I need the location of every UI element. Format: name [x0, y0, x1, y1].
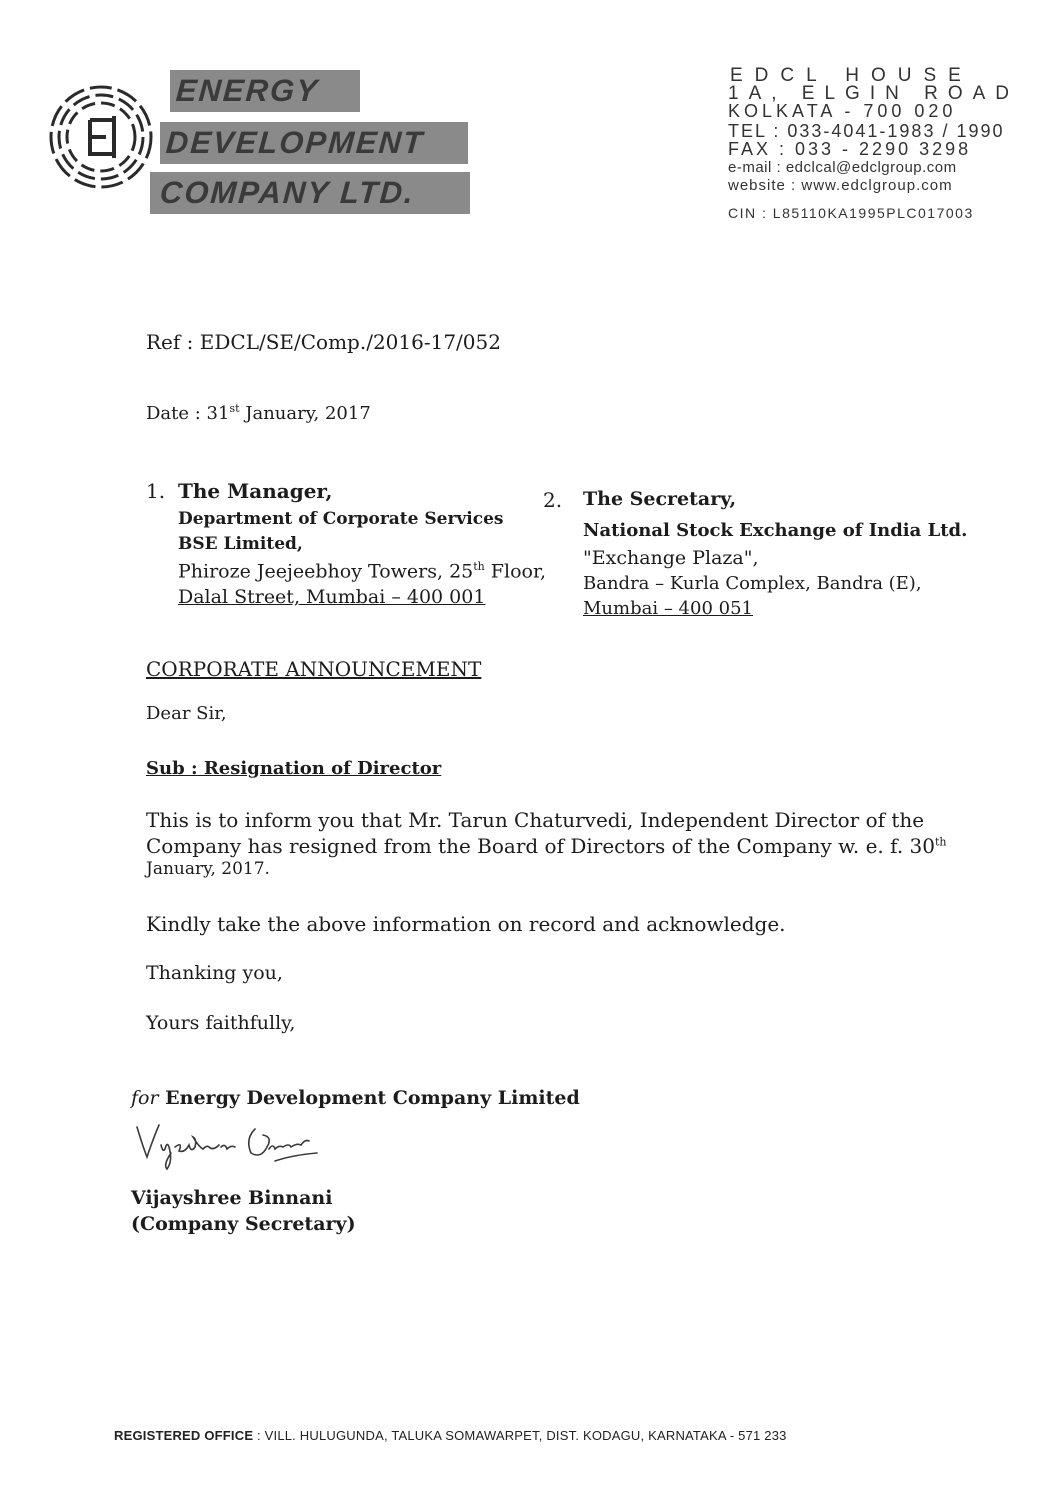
- logo-text-energy: ENERGY: [174, 73, 321, 108]
- address-email: e-mail : edclcal@edclgroup.com: [728, 159, 957, 176]
- recipient-1-building: [178, 560, 546, 582]
- recipient-1-building-pre: Phiroze Jeejeebhoy Towers, 25: [178, 560, 474, 583]
- body-paragraph-line-2-text: Company has resigned from the Board of Directors of the Company w. e. f. 30: [146, 834, 935, 858]
- logo-band-energy: [170, 70, 360, 112]
- signer-name: Vijayshree Binnani: [131, 1187, 333, 1209]
- recipient-2-building: "Exchange Plaza",: [583, 547, 759, 569]
- closing-yours: Yours faithfully,: [146, 1012, 296, 1034]
- for-prefix: for: [131, 1087, 159, 1109]
- logo-text-development: DEVELOPMENT: [164, 125, 426, 160]
- logo-band-development: [160, 122, 468, 164]
- recipient-2-city: Mumbai – 400 051: [583, 598, 753, 619]
- subject-line: Sub : Resignation of Director: [146, 758, 442, 779]
- recipient-1-number: 1.: [146, 479, 166, 503]
- footer-address: : VILL. HULUGUNDA, TALUKA SOMAWARPET, DIST. KODAGU, KARNATAKA - 571 233: [253, 1428, 787, 1443]
- reference-number: Ref : EDCL/SE/Comp./2016-17/052: [146, 330, 501, 354]
- recipient-1-department: Department of Corporate Services: [178, 509, 504, 529]
- recipient-1-title: The Manager,: [178, 479, 333, 503]
- date-suffix: st: [229, 402, 240, 415]
- recipient-1-building-sup: th: [473, 560, 485, 573]
- letter-date: [146, 402, 371, 424]
- recipient-1-organization: BSE Limited,: [178, 534, 303, 554]
- signer-title: (Company Secretary): [131, 1213, 356, 1235]
- acknowledge-request: Kindly take the above information on record and acknowledge.: [146, 912, 786, 936]
- body-paragraph-line-1: This is to inform you that Mr. Tarun Chaturvedi, Independent Director of the: [146, 808, 925, 832]
- recipient-1-building-post: Floor,: [484, 560, 546, 583]
- handwritten-signature: [133, 1117, 333, 1177]
- recipient-2-organization: National Stock Exchange of India Ltd.: [583, 520, 968, 541]
- registered-office-footer: [114, 1428, 787, 1443]
- address-cin: CIN : L85110KA1995PLC017003: [728, 205, 974, 221]
- recipient-2-title: The Secretary,: [583, 488, 737, 510]
- logo-band-company: [150, 172, 470, 214]
- address-street: 1A, ELGIN ROAD: [728, 83, 1019, 104]
- address-city: KOLKATA - 700 020: [728, 101, 957, 121]
- address-telephone: TEL : 033-4041-1983 / 1990: [728, 121, 1005, 141]
- company-logo: [46, 82, 156, 192]
- body-paragraph-line-2: [146, 834, 947, 858]
- recipient-1-street: Dalal Street, Mumbai – 400 001: [178, 586, 486, 608]
- recipient-2-number: 2.: [543, 488, 563, 512]
- date-rest: January, 2017: [239, 403, 371, 424]
- address-building: EDCL HOUSE: [730, 65, 973, 86]
- for-company-name: Energy Development Company Limited: [158, 1087, 580, 1109]
- body-paragraph-line-2-sup: th: [935, 835, 947, 849]
- address-website: website : www.edclgroup.com: [728, 177, 953, 194]
- announcement-heading: CORPORATE ANNOUNCEMENT: [146, 657, 482, 681]
- body-paragraph-line-3: January, 2017.: [146, 859, 270, 879]
- logo-text-company: COMPANY LTD.: [158, 175, 417, 210]
- for-company-line: [131, 1087, 580, 1109]
- recipient-2-area: Bandra – Kurla Complex, Bandra (E),: [583, 573, 922, 594]
- footer-label: REGISTERED OFFICE: [114, 1428, 254, 1443]
- address-fax: FAX : 033 - 2290 3298: [728, 139, 972, 159]
- date-day: Date : 31: [146, 403, 230, 424]
- closing-thanks: Thanking you,: [146, 962, 283, 984]
- salutation: Dear Sir,: [146, 703, 227, 724]
